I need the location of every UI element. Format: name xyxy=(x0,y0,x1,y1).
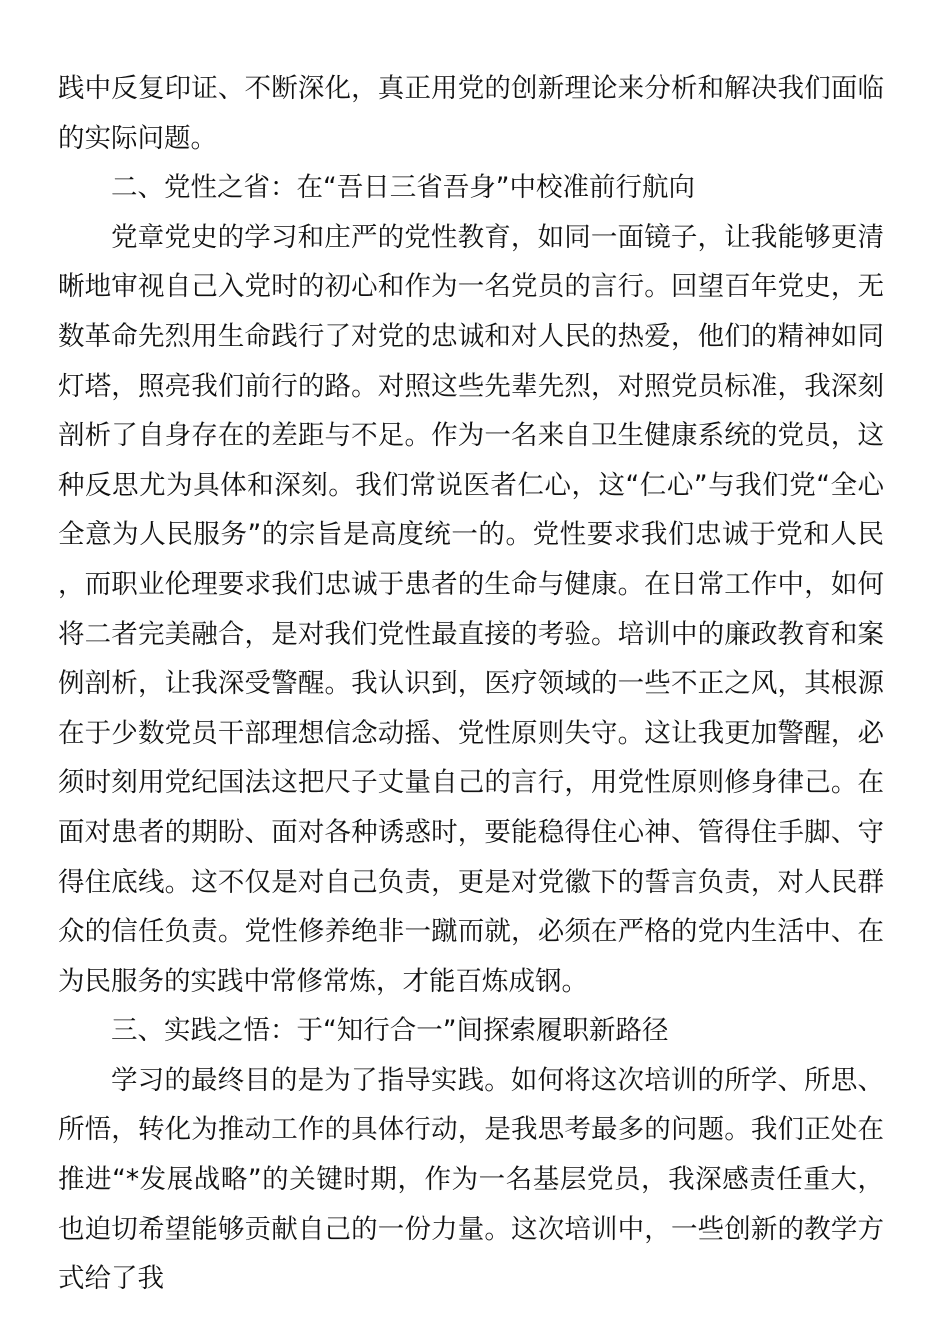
paragraph-practice: 学习的最终目的是为了指导实践。如何将这次培训的所学、所思、所悟，转化为推动工作的具体行动，是我思考最多的问题。我们正处在推进“*发展战略”的关键时期，作为一名基层党员，我深感责任重大，也迫切希望能够贡献自己的一份力量。这次培训中，一些创新的教学方式给了我 xyxy=(58,1064,884,1295)
paragraph-party-spirit: 党章党史的学习和庄严的党性教育，如同一面镜子，让我能够更清晰地审视自己入党时的初心和作为一名党员的言行。回望百年党史，无数革命先烈用生命践行了对党的忠诚和对人民的热爱，他们的精神如同灯塔，照亮我们前行的路。对照这些先辈先烈，对照党员标准，我深刻剖析了自身存在的差距与不足。作为一名来自卫生健康系统的党员，这种反思尤为具体和深刻。我们常说医者仁心，这“仁心”与我们党“全心全意为人民服务”的宗旨是高度统一的。党性要求我们忠诚于党和人民，而职业伦理要求我们忠诚于患者的生命与健康。在日常工作中，如何将二者完美融合，是对我们党性最直接的考验。培训中的廉政教育和案例剖析，让我深受警醒。我认识到，医疗领域的一些不正之风，其根源在于少数党员干部理想信念动摇、党性原则失守。这让我更加警醒，必须时刻用党纪国法这把尺子丈量自己的言行，用党性原则修身律己。在面对患者的期盼、面对各种诱惑时，要能稳得住心神、管得住手脚、守得住底线。这不仅是对自己负责，更是对党徽下的誓言负责，对人民群众的信任负责。党性修养绝非一蹴而就，必须在严格的党内生活中、在为民服务的实践中常修常炼，才能百炼成钢。 xyxy=(58,221,884,997)
section-heading-2: 二、党性之省：在“吾日三省吾身”中校准前行航向 xyxy=(111,172,695,204)
paragraph-continuation: 践中反复印证、不断深化，真正用党的创新理论来分析和解决我们面临的实际问题。 xyxy=(58,73,884,154)
section-heading-3: 三、实践之悟：于“知行合一”间探索履职新路径 xyxy=(111,1015,669,1047)
document-body xyxy=(58,64,884,1304)
